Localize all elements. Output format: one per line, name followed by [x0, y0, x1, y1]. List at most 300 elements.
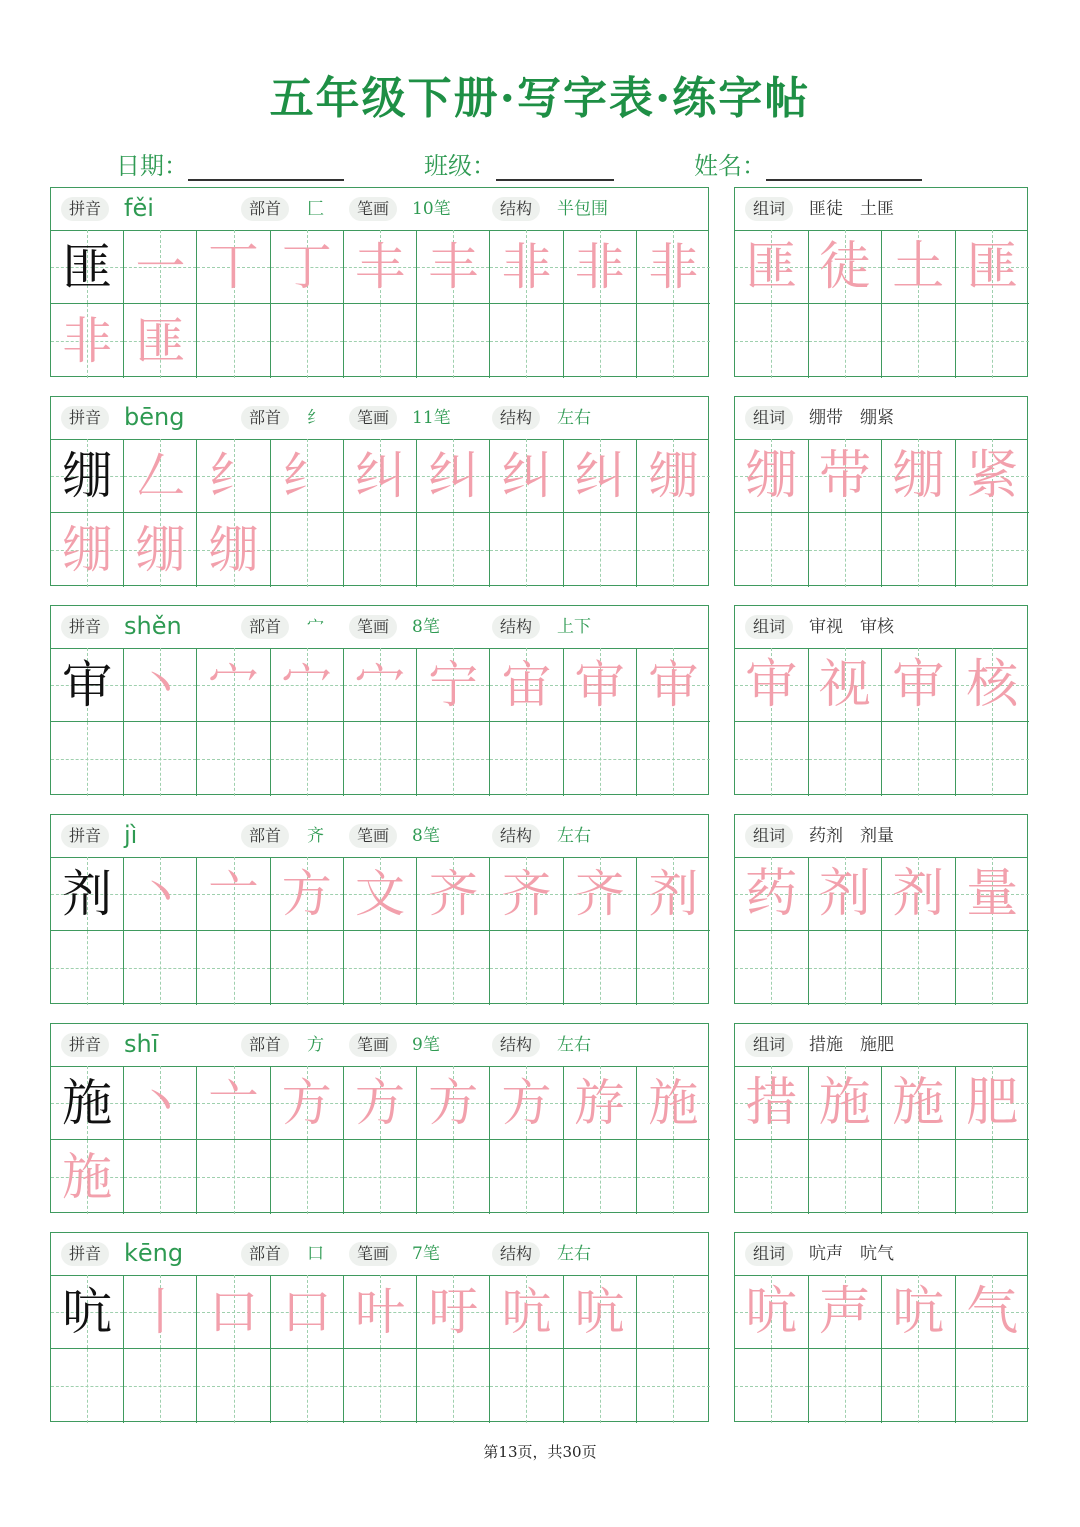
- stroke-order-character: 亠: [208, 1073, 259, 1132]
- stroke-order-character: 丨: [135, 1282, 186, 1341]
- practice-cell[interactable]: [197, 439, 270, 513]
- practice-cell[interactable]: [124, 857, 197, 931]
- practice-cell[interactable]: [197, 931, 270, 1005]
- practice-cell[interactable]: [344, 931, 417, 1005]
- practice-cell[interactable]: [124, 648, 197, 722]
- practice-cell[interactable]: [490, 513, 563, 587]
- word-character: 审: [892, 654, 945, 715]
- practice-cell[interactable]: [490, 857, 563, 931]
- practice-cell[interactable]: [564, 1066, 637, 1140]
- word-cell[interactable]: [735, 931, 809, 1005]
- radical-label: 部首: [241, 615, 289, 639]
- word-card-4: [734, 1023, 1028, 1213]
- structure-label: 结构: [492, 615, 540, 639]
- strokes-label: 笔画: [349, 615, 397, 639]
- word-cell[interactable]: [882, 1349, 956, 1423]
- date-label: 日期：: [116, 152, 188, 180]
- date-blank[interactable]: [188, 151, 344, 181]
- practice-cell[interactable]: [344, 722, 417, 796]
- radical-label: 部首: [241, 406, 289, 430]
- practice-cell[interactable]: [271, 1066, 344, 1140]
- word-info-header: [735, 1233, 1027, 1276]
- practice-cell[interactable]: [271, 722, 344, 796]
- practice-cell[interactable]: [51, 513, 124, 587]
- practice-cell[interactable]: [344, 1275, 417, 1349]
- char-card-2: [50, 605, 709, 795]
- structure-label: 结构: [492, 824, 540, 848]
- practice-cell[interactable]: [197, 1066, 270, 1140]
- word-cell[interactable]: [882, 931, 956, 1005]
- word-cell[interactable]: [735, 1140, 809, 1214]
- practice-cell[interactable]: [564, 722, 637, 796]
- structure-label: 结构: [492, 406, 540, 430]
- pinyin-value: shī: [124, 1030, 159, 1058]
- word-info-header: [735, 815, 1027, 858]
- word-cell[interactable]: [882, 304, 956, 378]
- practice-cell[interactable]: [271, 931, 344, 1005]
- practice-cell[interactable]: [197, 857, 270, 931]
- practice-cell[interactable]: [197, 230, 270, 304]
- words-label: 组词: [745, 824, 793, 848]
- word-character: 气: [966, 1281, 1019, 1342]
- name-blank[interactable]: [766, 151, 922, 181]
- char-card-1: [50, 396, 709, 586]
- practice-cell[interactable]: [271, 1275, 344, 1349]
- practice-cell[interactable]: [637, 513, 710, 587]
- word-cell[interactable]: [882, 857, 956, 931]
- practice-cell[interactable]: [197, 513, 270, 587]
- class-field: [424, 146, 614, 181]
- word-cell[interactable]: [956, 304, 1030, 378]
- word-cell[interactable]: [809, 722, 883, 796]
- practice-cell[interactable]: [417, 304, 490, 378]
- word-cell[interactable]: [956, 1066, 1030, 1140]
- word-cell[interactable]: [956, 1140, 1030, 1214]
- radical-value: 匚: [307, 199, 324, 219]
- words-label: 组词: [745, 1242, 793, 1266]
- word-cell[interactable]: [809, 513, 883, 587]
- word-cell[interactable]: [735, 513, 809, 587]
- stroke-order-character: 施: [62, 1148, 113, 1206]
- word-cell[interactable]: [735, 230, 809, 304]
- word-card-1: [734, 396, 1028, 586]
- word-character: 措: [745, 1072, 798, 1133]
- practice-cell[interactable]: [51, 722, 124, 796]
- practice-cell[interactable]: [51, 1349, 124, 1423]
- practice-cell[interactable]: [490, 1275, 563, 1349]
- word-character: 视: [818, 654, 871, 715]
- practice-cell[interactable]: [490, 439, 563, 513]
- words-value: 措施 施肥: [809, 1035, 894, 1055]
- words-value: 药剂 剂量: [809, 826, 894, 846]
- stroke-order-character: 文: [354, 864, 405, 923]
- practice-cell[interactable]: [197, 304, 270, 378]
- char-info-header: [51, 606, 708, 649]
- words-label: 组词: [745, 197, 793, 221]
- word-info-header: [735, 188, 1027, 231]
- word-cell[interactable]: [956, 513, 1030, 587]
- practice-cell[interactable]: [564, 857, 637, 931]
- word-cell[interactable]: [809, 857, 883, 931]
- pinyin-value: kēng: [124, 1239, 184, 1267]
- practice-cell[interactable]: [271, 513, 344, 587]
- word-cell[interactable]: [735, 304, 809, 378]
- word-card-3: [734, 814, 1028, 1004]
- structure-value: 左右: [557, 826, 591, 846]
- stroke-order-character: 丶: [135, 655, 186, 714]
- stroke-order-character: 非: [501, 237, 552, 296]
- radical-value: 口: [307, 1244, 324, 1264]
- practice-cell[interactable]: [344, 857, 417, 931]
- pinyin-label: 拼音: [61, 824, 109, 848]
- practice-cell[interactable]: [490, 1066, 563, 1140]
- word-cell[interactable]: [956, 931, 1030, 1005]
- practice-cell[interactable]: [417, 1066, 490, 1140]
- stroke-order-character: 纟: [281, 446, 332, 505]
- practice-cell[interactable]: [51, 230, 124, 304]
- char-card-4: [50, 1023, 709, 1213]
- practice-cell[interactable]: [490, 304, 563, 378]
- word-cell[interactable]: [735, 648, 809, 722]
- practice-cell[interactable]: [51, 648, 124, 722]
- practice-cell[interactable]: [344, 304, 417, 378]
- practice-cell[interactable]: [490, 648, 563, 722]
- words-value: 审视 审核: [809, 617, 894, 637]
- practice-cell[interactable]: [124, 1349, 197, 1423]
- practice-cell[interactable]: [564, 304, 637, 378]
- model-character: 匪: [62, 237, 113, 296]
- stroke-order-character: 宀: [354, 655, 405, 714]
- word-cell[interactable]: [956, 439, 1030, 513]
- practice-cell[interactable]: [564, 439, 637, 513]
- practice-cell[interactable]: [637, 722, 710, 796]
- word-cell[interactable]: [809, 1275, 883, 1349]
- word-cell[interactable]: [956, 722, 1030, 796]
- stroke-order-character: 齐: [501, 864, 552, 923]
- practice-cell[interactable]: [490, 1140, 563, 1214]
- practice-cell[interactable]: [637, 1275, 710, 1349]
- word-info-header: [735, 606, 1027, 649]
- stroke-order-character: 𠃋: [135, 446, 186, 505]
- practice-cell[interactable]: [637, 931, 710, 1005]
- word-cell[interactable]: [882, 1140, 956, 1214]
- word-cell[interactable]: [735, 857, 809, 931]
- practice-cell[interactable]: [124, 513, 197, 587]
- stroke-order-character: 齐: [428, 864, 479, 923]
- stroke-order-character: 审: [574, 655, 625, 714]
- word-cell[interactable]: [735, 1349, 809, 1423]
- practice-cell[interactable]: [271, 304, 344, 378]
- stroke-order-character: 方: [501, 1073, 552, 1132]
- word-cell[interactable]: [809, 304, 883, 378]
- stroke-order-character: 丁: [281, 237, 332, 296]
- strokes-value: 11笔: [412, 408, 451, 428]
- practice-cell[interactable]: [271, 1140, 344, 1214]
- practice-cell[interactable]: [564, 1349, 637, 1423]
- practice-cell[interactable]: [564, 513, 637, 587]
- word-cell[interactable]: [882, 1066, 956, 1140]
- practice-cell[interactable]: [51, 931, 124, 1005]
- word-cell[interactable]: [809, 1066, 883, 1140]
- page-title: 五年级下册·写字表·练字帖: [269, 73, 811, 124]
- practice-cell[interactable]: [271, 857, 344, 931]
- word-cell[interactable]: [882, 230, 956, 304]
- word-character: 施: [892, 1072, 945, 1133]
- strokes-label: 笔画: [349, 824, 397, 848]
- practice-cell[interactable]: [490, 1349, 563, 1423]
- practice-cell[interactable]: [417, 857, 490, 931]
- stroke-order-character: 吁: [428, 1282, 479, 1341]
- word-cell[interactable]: [956, 230, 1030, 304]
- model-character: 绷: [62, 446, 113, 505]
- stroke-order-character: 审: [648, 655, 699, 714]
- stroke-order-character: 纠: [574, 446, 625, 505]
- practice-cell[interactable]: [490, 722, 563, 796]
- word-character: 匪: [966, 236, 1019, 297]
- practice-cell[interactable]: [271, 230, 344, 304]
- stroke-order-character: 非: [574, 237, 625, 296]
- pinyin-label: 拼音: [61, 406, 109, 430]
- word-cell[interactable]: [809, 439, 883, 513]
- practice-cell[interactable]: [637, 1140, 710, 1214]
- word-cell[interactable]: [809, 931, 883, 1005]
- practice-cell[interactable]: [197, 722, 270, 796]
- practice-cell[interactable]: [417, 230, 490, 304]
- stroke-order-character: 吭: [574, 1282, 625, 1341]
- stroke-order-character: 纟: [208, 446, 259, 505]
- stroke-order-character: 口: [281, 1282, 332, 1341]
- char-card-5: [50, 1232, 709, 1422]
- practice-cell[interactable]: [197, 648, 270, 722]
- practice-cell[interactable]: [344, 439, 417, 513]
- word-card-0: [734, 187, 1028, 377]
- stroke-order-character: 叶: [354, 1282, 405, 1341]
- practice-cell[interactable]: [344, 1140, 417, 1214]
- stroke-order-character: 吭: [501, 1282, 552, 1341]
- pinyin-value: bēng: [124, 403, 185, 431]
- practice-cell[interactable]: [564, 230, 637, 304]
- model-character: 审: [62, 655, 113, 714]
- stroke-order-character: 剂: [648, 864, 699, 923]
- pinyin-value: fěi: [124, 194, 154, 222]
- stroke-order-character: 宀: [281, 655, 332, 714]
- stroke-order-character: 丶: [135, 1073, 186, 1132]
- words-label: 组词: [745, 406, 793, 430]
- char-card-0: [50, 187, 709, 377]
- model-character: 吭: [62, 1282, 113, 1341]
- char-info-header: [51, 188, 708, 231]
- stroke-order-character: 施: [648, 1073, 699, 1132]
- words-label: 组词: [745, 1033, 793, 1057]
- word-cell[interactable]: [956, 1349, 1030, 1423]
- practice-cell[interactable]: [124, 230, 197, 304]
- practice-cell[interactable]: [51, 1275, 124, 1349]
- practice-cell[interactable]: [271, 648, 344, 722]
- word-cell[interactable]: [956, 648, 1030, 722]
- practice-cell[interactable]: [124, 931, 197, 1005]
- strokes-value: 8笔: [412, 826, 440, 846]
- stroke-order-character: 斿: [574, 1073, 625, 1132]
- practice-cell[interactable]: [564, 648, 637, 722]
- word-cell[interactable]: [809, 230, 883, 304]
- word-cell[interactable]: [882, 648, 956, 722]
- radical-label: 部首: [241, 824, 289, 848]
- practice-cell[interactable]: [124, 722, 197, 796]
- stroke-order-character: 丰: [354, 237, 405, 296]
- practice-cell[interactable]: [124, 439, 197, 513]
- practice-cell[interactable]: [271, 439, 344, 513]
- words-label: 组词: [745, 615, 793, 639]
- word-character: 审: [745, 654, 798, 715]
- word-cell[interactable]: [956, 1275, 1030, 1349]
- practice-cell[interactable]: [124, 1140, 197, 1214]
- word-character: 剂: [818, 863, 871, 924]
- word-character: 匪: [745, 236, 798, 297]
- char-info-header: [51, 815, 708, 858]
- practice-cell[interactable]: [344, 230, 417, 304]
- word-cell[interactable]: [735, 1275, 809, 1349]
- word-cell[interactable]: [882, 1275, 956, 1349]
- stroke-order-character: 宙: [501, 655, 552, 714]
- word-cell[interactable]: [882, 439, 956, 513]
- practice-cell[interactable]: [637, 304, 710, 378]
- word-info-header: [735, 1024, 1027, 1067]
- stroke-order-character: 方: [281, 1073, 332, 1132]
- strokes-label: 笔画: [349, 1033, 397, 1057]
- word-character: 剂: [892, 863, 945, 924]
- radical-label: 部首: [241, 197, 289, 221]
- stroke-order-character: 纠: [501, 446, 552, 505]
- practice-cell[interactable]: [417, 1275, 490, 1349]
- practice-cell[interactable]: [197, 1275, 270, 1349]
- word-character: 绷: [745, 445, 798, 506]
- name-field: [694, 146, 922, 181]
- practice-cell[interactable]: [637, 857, 710, 931]
- pinyin-label: 拼音: [61, 615, 109, 639]
- stroke-order-character: 口: [208, 1282, 259, 1341]
- practice-cell[interactable]: [564, 1275, 637, 1349]
- pinyin-value: shěn: [124, 612, 182, 640]
- practice-cell[interactable]: [344, 1066, 417, 1140]
- practice-cell[interactable]: [417, 648, 490, 722]
- stroke-order-character: 非: [62, 312, 113, 370]
- structure-value: 左右: [557, 1035, 591, 1055]
- stroke-order-character: 绷: [135, 521, 186, 579]
- word-cell[interactable]: [735, 722, 809, 796]
- practice-cell[interactable]: [51, 1066, 124, 1140]
- practice-cell[interactable]: [417, 931, 490, 1005]
- word-cell[interactable]: [809, 1349, 883, 1423]
- word-character: 施: [818, 1072, 871, 1133]
- char-card-3: [50, 814, 709, 1004]
- word-info-header: [735, 397, 1027, 440]
- practice-cell[interactable]: [637, 230, 710, 304]
- word-character: 核: [966, 654, 1019, 715]
- word-cell[interactable]: [956, 857, 1030, 931]
- practice-cell[interactable]: [344, 648, 417, 722]
- class-blank[interactable]: [496, 151, 614, 181]
- strokes-value: 9笔: [412, 1035, 440, 1055]
- practice-cell[interactable]: [637, 1349, 710, 1423]
- practice-cell[interactable]: [417, 1140, 490, 1214]
- word-cell[interactable]: [882, 722, 956, 796]
- practice-cell[interactable]: [344, 513, 417, 587]
- practice-cell[interactable]: [637, 1066, 710, 1140]
- word-character: 量: [966, 863, 1019, 924]
- practice-cell[interactable]: [637, 648, 710, 722]
- pinyin-label: 拼音: [61, 197, 109, 221]
- practice-cell[interactable]: [490, 230, 563, 304]
- words-value: 吭声 吭气: [809, 1244, 894, 1264]
- practice-cell[interactable]: [564, 931, 637, 1005]
- name-label: 姓名：: [694, 152, 766, 180]
- word-card-2: [734, 605, 1028, 795]
- stroke-order-character: 宀: [208, 655, 259, 714]
- stroke-order-character: 齐: [574, 864, 625, 923]
- strokes-value: 7笔: [412, 1244, 440, 1264]
- practice-cell[interactable]: [417, 513, 490, 587]
- practice-cell[interactable]: [124, 1066, 197, 1140]
- stroke-order-character: 方: [428, 1073, 479, 1132]
- structure-value: 左右: [557, 408, 591, 428]
- date-field: [116, 146, 344, 181]
- practice-cell[interactable]: [417, 439, 490, 513]
- structure-value: 上下: [557, 617, 591, 637]
- word-card-5: [734, 1232, 1028, 1422]
- word-character: 带: [818, 445, 871, 506]
- practice-cell[interactable]: [637, 439, 710, 513]
- strokes-value: 8笔: [412, 617, 440, 637]
- practice-cell[interactable]: [197, 1140, 270, 1214]
- stroke-order-character: 丰: [428, 237, 479, 296]
- practice-cell[interactable]: [417, 1349, 490, 1423]
- word-character: 吭: [745, 1281, 798, 1342]
- practice-cell[interactable]: [51, 1140, 124, 1214]
- practice-cell[interactable]: [490, 931, 563, 1005]
- practice-cell[interactable]: [271, 1349, 344, 1423]
- char-info-header: [51, 1024, 708, 1067]
- word-cell[interactable]: [809, 1140, 883, 1214]
- words-value: 匪徒 土匪: [809, 199, 894, 219]
- radical-label: 部首: [241, 1242, 289, 1266]
- radical-value: 方: [307, 1035, 324, 1055]
- practice-cell[interactable]: [51, 857, 124, 931]
- word-cell[interactable]: [735, 439, 809, 513]
- practice-cell[interactable]: [124, 304, 197, 378]
- practice-cell[interactable]: [51, 304, 124, 378]
- stroke-order-character: 绷: [648, 446, 699, 505]
- stroke-order-character: 一: [135, 237, 186, 296]
- word-cell[interactable]: [882, 513, 956, 587]
- model-character: 施: [62, 1073, 113, 1132]
- word-cell[interactable]: [809, 648, 883, 722]
- radical-value: 宀: [307, 617, 324, 637]
- practice-cell[interactable]: [51, 439, 124, 513]
- word-character: 声: [818, 1281, 871, 1342]
- word-cell[interactable]: [735, 1066, 809, 1140]
- radical-label: 部首: [241, 1033, 289, 1057]
- stroke-order-character: 宁: [428, 655, 479, 714]
- practice-cell[interactable]: [197, 1349, 270, 1423]
- char-info-header: [51, 1233, 708, 1276]
- strokes-label: 笔画: [349, 197, 397, 221]
- practice-cell[interactable]: [344, 1349, 417, 1423]
- stroke-order-character: 亠: [208, 864, 259, 923]
- practice-cell[interactable]: [124, 1275, 197, 1349]
- practice-cell[interactable]: [417, 722, 490, 796]
- model-character: 剂: [62, 864, 113, 923]
- practice-cell[interactable]: [564, 1140, 637, 1214]
